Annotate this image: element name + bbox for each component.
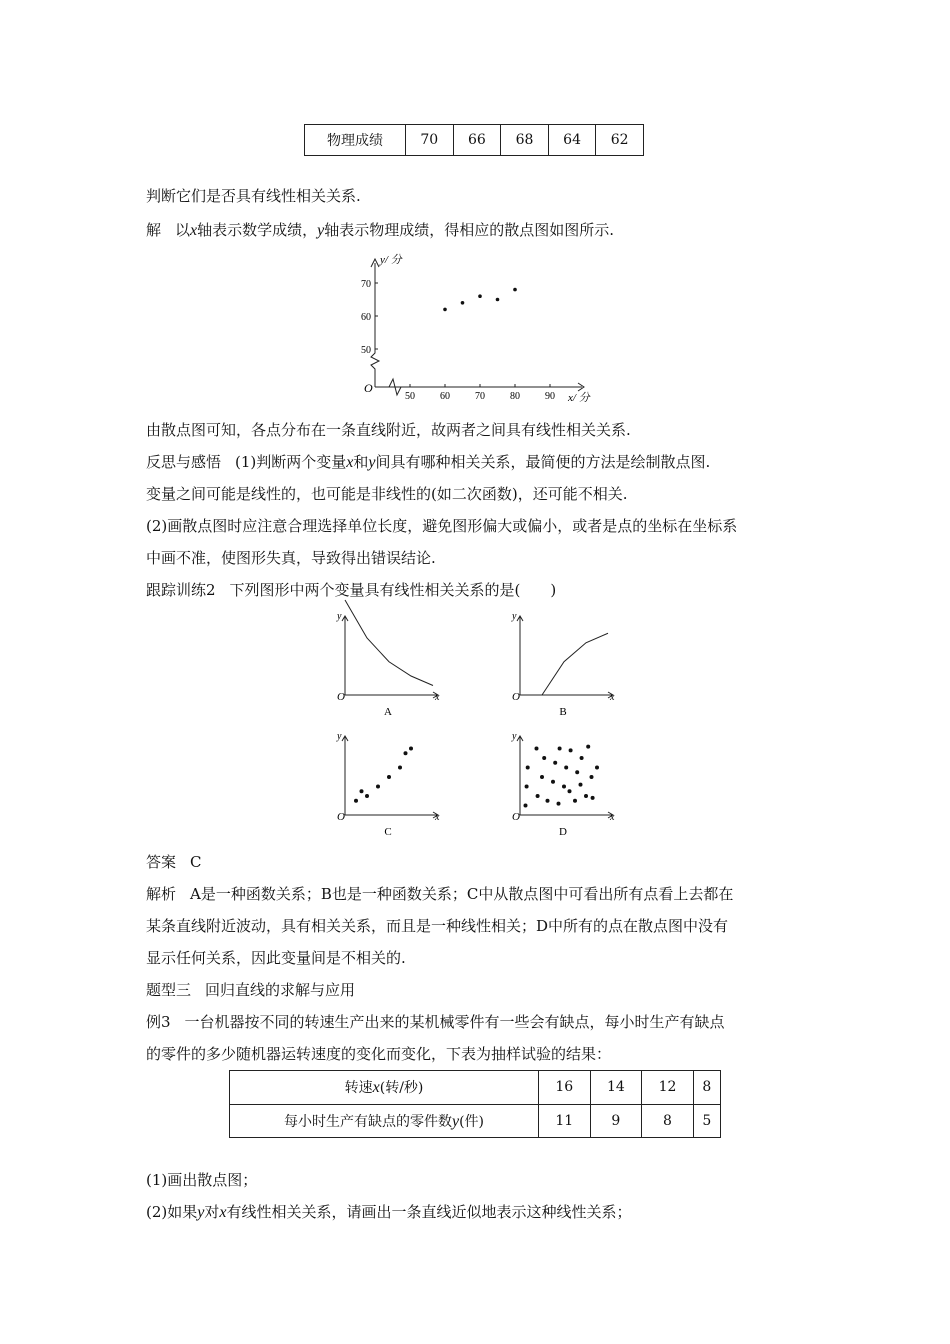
x-axis-label: x <box>610 692 615 703</box>
data-point <box>524 804 528 808</box>
origin-label: O <box>337 691 345 703</box>
text-span: (1)判断两个变量 <box>235 453 347 471</box>
reflection-label: 反思与感悟 <box>146 453 222 471</box>
data-point <box>591 796 595 800</box>
paragraph: 判断它们是否具有线性相关关系. <box>146 187 361 205</box>
physics-score-label: 物理成绩 <box>305 125 406 156</box>
data-point <box>586 745 590 749</box>
data-point <box>573 799 577 803</box>
var-x: x <box>372 1079 380 1097</box>
var-x: x <box>190 222 198 239</box>
text-span: 有线性相关关系，请画出一条直线近似地表示这种线性关系； <box>226 1203 632 1221</box>
paragraph: 显示任何关系，因此变量间是不相关的. <box>146 949 406 967</box>
physics-score-cell: 62 <box>596 125 644 156</box>
origin-label: O <box>512 811 520 823</box>
origin-label: O <box>364 381 373 395</box>
text-span: 下列图形中两个变量具有线性相关关系的是( ) <box>229 581 557 599</box>
function-curve <box>542 633 608 695</box>
data-point <box>542 756 546 760</box>
x-axis-label: x <box>435 692 440 703</box>
graph-c <box>325 725 455 840</box>
example-line <box>146 1012 725 1032</box>
answer-line <box>146 852 202 872</box>
data-point <box>590 775 594 779</box>
data-point <box>540 775 544 779</box>
var-y: y <box>317 222 325 239</box>
speed-cell: 16 <box>539 1071 591 1105</box>
text-span: 和 <box>353 453 369 471</box>
paragraph: 由散点图可知，各点分布在一条直线附近，故两者之间具有线性相关关系. <box>146 421 631 439</box>
data-point <box>580 756 584 760</box>
text-span: (2)如果 <box>146 1203 198 1221</box>
x-tick-label: 90 <box>545 391 555 402</box>
section-title: 回归直线的求解与应用 <box>205 981 356 999</box>
data-point <box>546 799 550 803</box>
var-y: y <box>451 1112 460 1130</box>
data-point <box>461 301 465 305</box>
graph-caption: B <box>559 706 567 718</box>
analysis-label: 解析 <box>146 885 177 903</box>
y-tick-label: 60 <box>361 312 371 323</box>
var-y: y <box>197 1204 205 1221</box>
solution-label: 解 <box>146 221 162 239</box>
y-axis-label: y <box>337 731 342 742</box>
y-axis-label: y <box>512 611 517 622</box>
y-axis-label: y/ 分 <box>380 254 402 266</box>
x-tick-label: 70 <box>475 391 485 402</box>
defect-label <box>230 1104 539 1138</box>
graph-b <box>500 605 630 720</box>
x-axis-label: x <box>610 812 615 823</box>
data-point <box>409 747 413 751</box>
y-axis-with-break <box>371 263 379 387</box>
physics-score-cell: 66 <box>453 125 501 156</box>
data-point <box>562 785 566 789</box>
y-tick-label: 70 <box>361 279 371 290</box>
y-axis-label: y <box>512 731 517 742</box>
text-span: 轴表示物理成绩，得相应的散点图如图所示. <box>324 221 615 239</box>
x-axis-label: x <box>435 812 440 823</box>
text-span: 轴表示数学成绩， <box>197 221 318 239</box>
speed-cell: 12 <box>642 1071 694 1105</box>
data-point <box>365 794 369 798</box>
data-point <box>564 766 568 770</box>
data-point <box>558 747 562 751</box>
data-point <box>557 802 561 806</box>
var-x: x <box>346 454 354 471</box>
speed-cell: 8 <box>693 1071 720 1105</box>
speed-cell: 14 <box>590 1071 642 1105</box>
text-span: A是一种函数关系；B也是一种函数关系；C中从散点图中可看出所有点看上去都在 <box>190 885 734 903</box>
data-point <box>478 294 482 298</box>
example-label: 例3 <box>146 1013 171 1031</box>
paragraph: 某条直线附近波动，具有相关关系，而且是一种线性相关；D中所有的点在散点图中没有 <box>146 917 729 935</box>
data-point <box>526 766 530 770</box>
physics-score-table <box>304 124 644 156</box>
data-point <box>443 308 447 312</box>
x-tick-label: 60 <box>440 391 450 402</box>
text-span: 转速 <box>344 1080 373 1097</box>
defect-cell: 8 <box>642 1104 694 1138</box>
graph-caption: C <box>384 826 392 838</box>
reflection-line <box>146 452 710 473</box>
paragraph: 中画不准，使图形失真，导致得出错误结论. <box>146 549 436 567</box>
defect-cell: 5 <box>693 1104 720 1138</box>
paragraph: (2)画散点图时应注意合理选择单位长度，避免图形偏大或偏小，或者是点的坐标在坐标系 <box>146 517 738 535</box>
x-tick-label: 80 <box>510 391 520 402</box>
physics-score-cell: 68 <box>501 125 549 156</box>
function-curve <box>345 600 433 686</box>
data-point <box>404 751 408 755</box>
data-point <box>579 783 583 787</box>
solution-line <box>146 220 614 241</box>
data-point <box>595 766 599 770</box>
data-point <box>387 775 391 779</box>
data-point <box>513 288 517 292</box>
data-point <box>398 766 402 770</box>
paragraph: 变量之间可能是线性的，也可能是非线性的(如二次函数)，还可能不相关. <box>146 485 628 503</box>
question-line <box>146 1202 632 1223</box>
text-span: 以 <box>175 221 191 239</box>
data-point <box>569 748 573 752</box>
data-point <box>568 789 572 793</box>
data-point <box>354 799 358 803</box>
data-point <box>551 780 555 784</box>
data-point <box>553 761 557 765</box>
score-scatter-plot <box>350 245 610 405</box>
physics-score-cell: 64 <box>548 125 596 156</box>
exercise-label: 跟踪训练2 <box>146 581 216 599</box>
text-span: 对 <box>204 1203 220 1221</box>
analysis-line <box>146 884 733 904</box>
data-point <box>496 298 500 302</box>
data-point <box>536 794 540 798</box>
y-tick-label: 50 <box>361 345 371 356</box>
origin-label: O <box>512 691 520 703</box>
paragraph: 的零件的多少随机器运转速度的变化而变化，下表为抽样试验的结果： <box>146 1045 612 1063</box>
x-tick-label: 50 <box>405 391 415 402</box>
paragraph: (1)画出散点图； <box>146 1171 258 1189</box>
speed-defect-table <box>229 1070 721 1138</box>
section-label: 题型三 <box>146 981 192 999</box>
answer-label: 答案 <box>146 853 177 871</box>
var-x: x <box>219 1204 227 1221</box>
graph-d <box>500 725 630 840</box>
text-span: (转/秒) <box>379 1080 424 1097</box>
y-axis-label: y <box>337 611 342 622</box>
data-point <box>584 794 588 798</box>
graph-a <box>325 605 455 720</box>
text-span: (件) <box>459 1113 485 1130</box>
section-heading <box>146 980 355 1000</box>
data-point <box>525 785 529 789</box>
data-point <box>535 747 539 751</box>
defect-cell: 11 <box>539 1104 591 1138</box>
answer-value: C <box>190 853 202 871</box>
defect-cell: 9 <box>590 1104 642 1138</box>
text-span: 每小时生产有缺点的零件数 <box>283 1113 452 1130</box>
text-span: 一台机器按不同的转速生产出来的某机械零件有一些会有缺点，每小时生产有缺点 <box>184 1013 725 1031</box>
graph-caption: A <box>384 706 392 718</box>
text-span: 间具有哪种相关关系，最简便的方法是绘制散点图. <box>375 453 711 471</box>
var-y: y <box>368 454 376 471</box>
physics-score-cell: 70 <box>406 125 454 156</box>
data-point <box>376 785 380 789</box>
graph-caption: D <box>559 826 567 838</box>
origin-label: O <box>337 811 345 823</box>
speed-label <box>230 1071 539 1105</box>
data-point <box>360 789 364 793</box>
data-point <box>575 770 579 774</box>
x-axis-label: x/ 分 <box>568 392 590 404</box>
exercise-line <box>146 580 556 600</box>
